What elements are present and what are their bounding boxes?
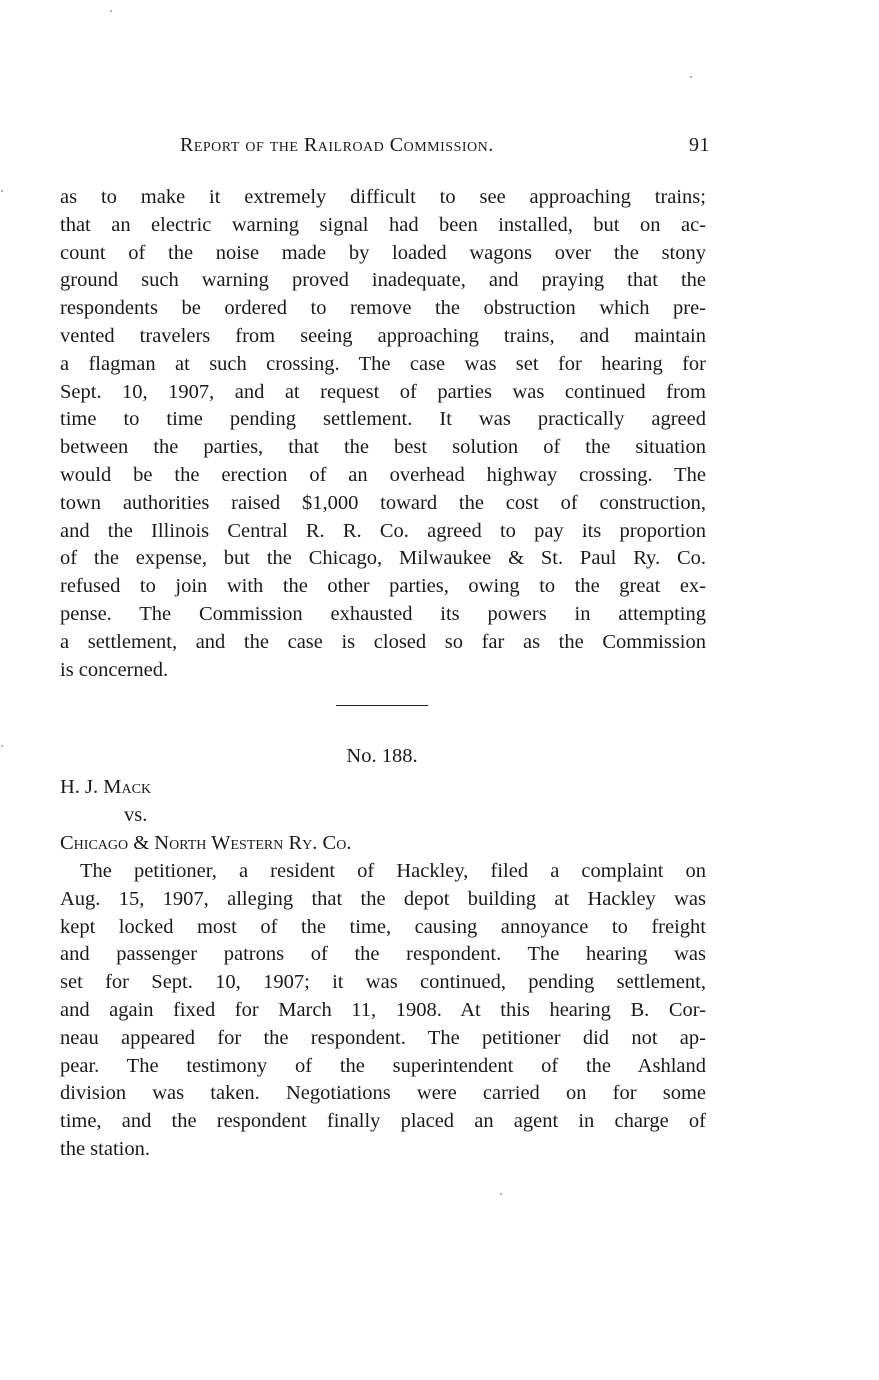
text-line: Sept. 10, 1907, and at request of parties was continued from bbox=[60, 380, 706, 403]
text-line: the station. bbox=[60, 1137, 150, 1160]
text-line: is concerned. bbox=[60, 658, 169, 681]
running-title: Report of the Railroad Commission. bbox=[180, 134, 494, 156]
text-line: a settlement, and the case is closed so far as the Commission bbox=[60, 630, 706, 653]
text-line: would be the erection of an overhead highway crossing. The bbox=[60, 463, 706, 486]
text-line: a flagman at such crossing. The case was set for hearing for bbox=[60, 352, 706, 375]
text-line: respondents be ordered to remove the obstruction which pre- bbox=[60, 297, 706, 320]
case-petitioner: H. J. Mack bbox=[60, 776, 152, 798]
case-summary-paragraph bbox=[60, 858, 706, 1164]
paper-speck bbox=[500, 1193, 502, 1195]
case-number-heading: No. 188. bbox=[346, 745, 418, 767]
text-line: count of the noise made by loaded wagons over the stony bbox=[60, 241, 706, 264]
text-line: refused to join with the other parties, owing to the great ex- bbox=[60, 575, 706, 598]
text-line: division was taken. Negotiations were carried on for some bbox=[60, 1082, 706, 1105]
paper-speck bbox=[1, 745, 3, 747]
paper-speck bbox=[1, 190, 3, 192]
text-line: between the parties, that the best solution of the situation bbox=[60, 436, 706, 459]
text-line: pear. The testimony of the superintendent of the Ashland bbox=[60, 1054, 706, 1077]
text-line: that an electric warning signal had been installed, but on ac- bbox=[60, 213, 706, 236]
text-line: kept locked most of the time, causing annoyance to freight bbox=[60, 915, 706, 938]
text-line: of the expense, but the Chicago, Milwaukee & St. Paul Ry. Co. bbox=[60, 547, 706, 570]
text-line: and again fixed for March 11, 1908. At this hearing B. Cor- bbox=[60, 998, 706, 1021]
case-versus: vs. bbox=[124, 804, 148, 826]
paper-speck bbox=[690, 76, 692, 78]
text-line: and passenger patrons of the respondent. The hearing was bbox=[60, 943, 706, 966]
page-number: 91 bbox=[689, 134, 710, 156]
text-line: The petitioner, a resident of Hackley, filed a complaint on bbox=[80, 860, 706, 882]
text-line: neau appeared for the respondent. The petitioner did not ap- bbox=[60, 1026, 706, 1049]
text-line: ground such warning proved inadequate, and praying that the bbox=[60, 269, 706, 292]
text-line: vented travelers from seeing approaching trains, and maintain bbox=[60, 324, 706, 347]
section-divider-rule bbox=[336, 705, 428, 706]
text-line: Aug. 15, 1907, alleging that the depot building at Hackley was bbox=[60, 887, 706, 910]
paper-speck bbox=[110, 10, 112, 12]
text-line: and the Illinois Central R. R. Co. agreed to pay its proportion bbox=[60, 519, 706, 542]
case-respondent: Chicago & North Western Ry. Co. bbox=[60, 832, 352, 854]
text-line: time to time pending settlement. It was practically agreed bbox=[60, 408, 706, 431]
body-paragraph-continued bbox=[60, 184, 706, 684]
text-line: pense. The Commission exhausted its powers in attempting bbox=[60, 602, 706, 625]
running-header bbox=[180, 134, 710, 160]
text-line: time, and the respondent finally placed an agent in charge of bbox=[60, 1110, 706, 1133]
text-line: as to make it extremely difficult to see approaching trains; bbox=[60, 186, 706, 208]
text-line: set for Sept. 10, 1907; it was continued, pending settlement, bbox=[60, 971, 706, 994]
text-line: town authorities raised $1,000 toward the cost of construction, bbox=[60, 491, 706, 514]
